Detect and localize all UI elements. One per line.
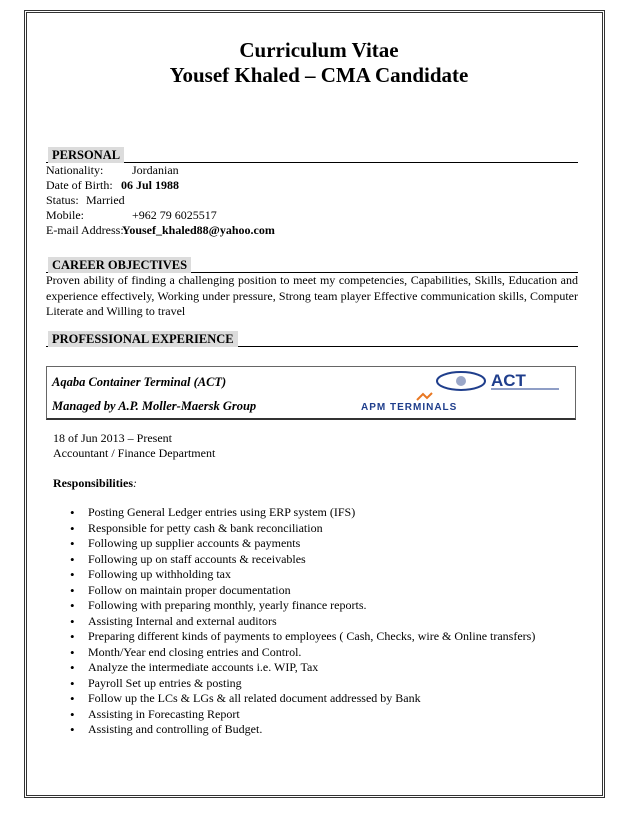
- responsibility-item: • Posting General Ledger entries using ERP system (IFS): [70, 505, 570, 521]
- dob-label: Date of Birth:: [46, 178, 113, 192]
- career-heading: [46, 256, 578, 273]
- responsibility-item: • Following up withholding tax: [70, 567, 570, 583]
- responsibilities-colon: :: [133, 476, 138, 490]
- responsibility-item: • Responsible for petty cash & bank reconciliation: [70, 521, 570, 537]
- apm-terminals-logo: [357, 391, 489, 413]
- act-logo-text: ACT: [491, 371, 526, 390]
- personal-heading-label: PERSONAL: [48, 147, 124, 163]
- responsibility-item: • Following up supplier accounts & payments: [70, 536, 570, 552]
- cv-title: Curriculum Vitae: [239, 38, 399, 62]
- responsibility-item: • Follow up the LCs & LGs & all related document addressed by Bank: [70, 691, 570, 707]
- company-name: Aqaba Container Terminal (ACT): [52, 375, 227, 389]
- responsibility-item: • Analyze the intermediate accounts i.e. WIP, Tax: [70, 660, 570, 676]
- status-value: Married: [86, 193, 125, 207]
- candidate-name-title: Yousef Khaled – CMA Candidate: [169, 63, 469, 87]
- job-role: Accountant / Finance Department: [53, 446, 216, 460]
- career-heading-label: CAREER OBJECTIVES: [48, 257, 191, 273]
- responsibility-item: • Assisting and controlling of Budget.: [70, 722, 570, 738]
- employment-period: 18 of Jun 2013 – Present: [53, 431, 172, 445]
- email-value: Yousef_khaled88@yahoo.com: [122, 223, 275, 237]
- dob-row: [46, 178, 179, 193]
- nationality-value: Jordanian: [132, 163, 179, 177]
- responsibility-item: • Following with preparing monthly, yearly finance reports.: [70, 598, 570, 614]
- responsibilities-heading: [53, 476, 137, 491]
- responsibility-item: • Month/Year end closing entries and Control.: [70, 645, 570, 661]
- career-objective-text: Proven ability of finding a challenging position to meet my competencies, Capabilities, Skills, Education and experience effectively, Working under pressure, Strong team player Effective communication skills, Computer Literate and Willing to travel: [46, 273, 578, 318]
- mobile-row: [46, 208, 217, 223]
- responsibility-item: • Assisting in Forecasting Report: [70, 707, 570, 723]
- nationality-row: [46, 163, 179, 178]
- email-label: E-mail Address:: [46, 223, 124, 237]
- company-box: [46, 366, 576, 420]
- responsibility-item: • Payroll Set up entries & posting: [70, 676, 570, 692]
- responsibility-item: • Assisting Internal and external auditors: [70, 614, 570, 630]
- act-logo: [435, 369, 563, 393]
- status-label: Status:: [46, 193, 79, 207]
- apm-logo-text: APM TERMINALS: [361, 402, 458, 413]
- experience-heading-label: PROFESSIONAL EXPERIENCE: [48, 331, 238, 347]
- personal-heading: [46, 146, 578, 163]
- company-group: Managed by A.P. Moller-Maersk Group: [52, 399, 257, 413]
- mobile-value: +962 79 6025517: [132, 208, 217, 222]
- responsibility-item: • Preparing different kinds of payments to employees ( Cash, Checks, wire & Online transfers): [70, 629, 570, 645]
- responsibilities-list: [70, 505, 570, 738]
- responsibility-item: • Following up on staff accounts & receivables: [70, 552, 570, 568]
- responsibility-item: • Follow on maintain proper documentation: [70, 583, 570, 599]
- status-row: [46, 193, 125, 208]
- responsibilities-label: Responsibilities: [53, 476, 134, 490]
- nationality-label: Nationality:: [46, 163, 104, 177]
- email-row: [46, 223, 275, 238]
- dob-value: 06 Jul 1988: [121, 178, 180, 192]
- mobile-label: Mobile:: [46, 208, 84, 222]
- experience-heading: [46, 330, 578, 347]
